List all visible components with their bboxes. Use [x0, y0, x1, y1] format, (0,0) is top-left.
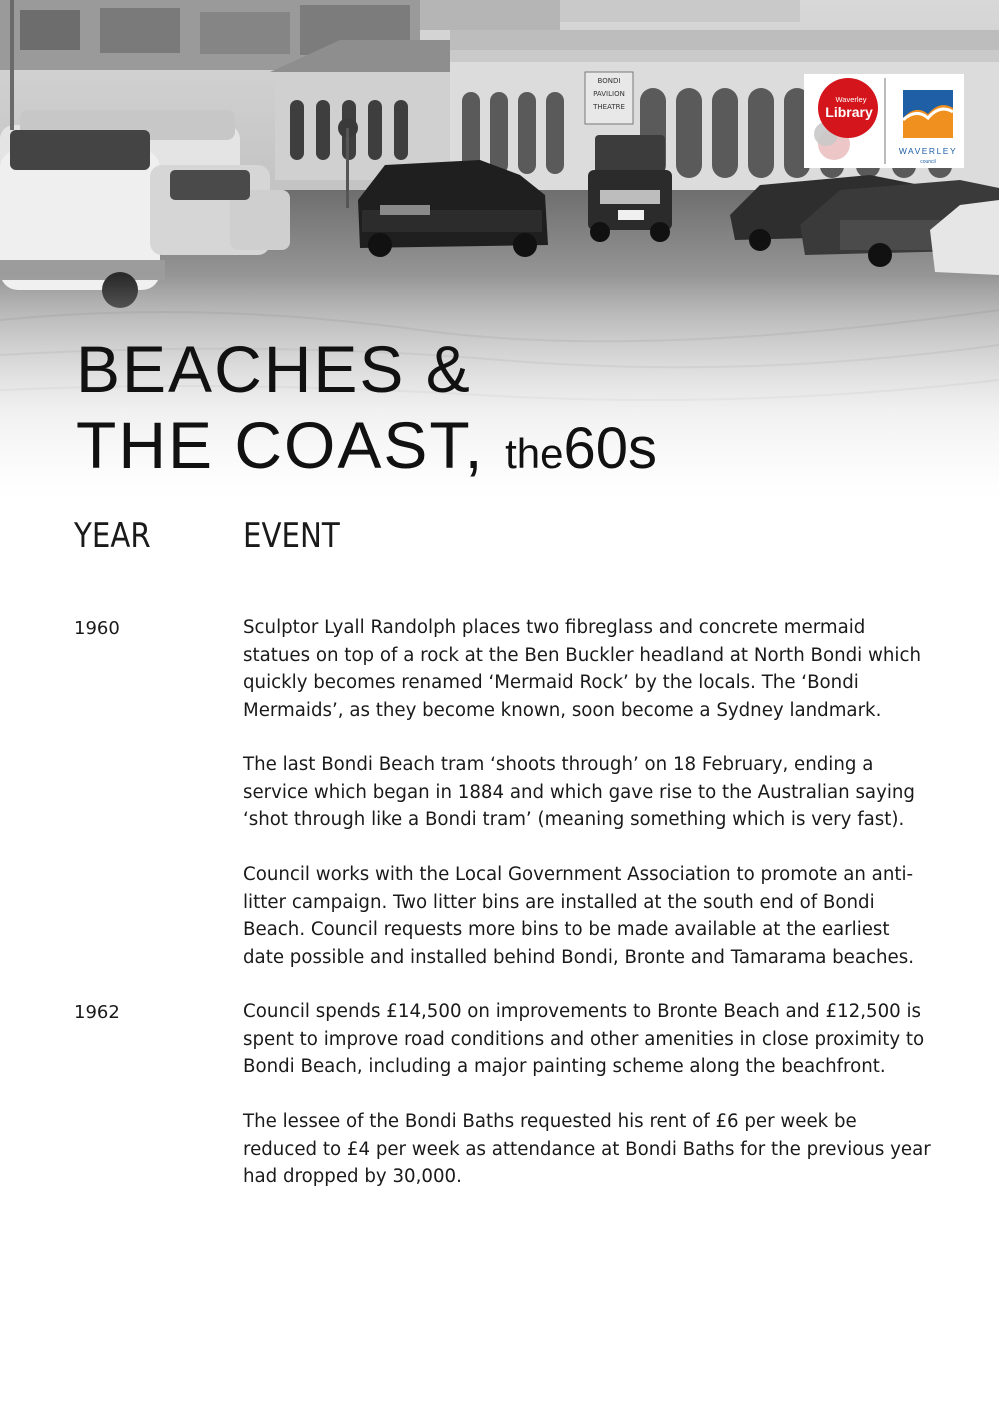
year-column-header: YEAR — [74, 516, 151, 556]
title-small-word: the — [505, 430, 564, 477]
title-line-1: BEACHES & — [76, 332, 472, 406]
council-logo-name: WAVERLEY — [898, 146, 958, 156]
library-logo-big-text: Library — [825, 104, 873, 120]
entry-1962-paragraph-2: The lessee of the Bondi Baths requested his rent of £6 per week be reduced to £4 per week as attendance at Bondi Baths for the previous year had dropped by 30,000. — [243, 1111, 931, 1187]
entry-year-1962: 1962 — [74, 1002, 120, 1023]
logo-panel — [804, 74, 964, 168]
entry-1960-paragraph-1: Sculptor Lyall Randolph places two fibreglass and concrete mermaid statues on top of a rock at the Ben Buckler headland at North Bondi which quickly becomes renamed ‘Mermaid Rock’ by the locals. The ‘Bondi Mermaids’, as they become known, soon become a Sydney landmark. — [243, 617, 921, 721]
entry-year-1960: 1960 — [74, 618, 120, 639]
waverley-library-logo — [814, 78, 878, 160]
entry-1960-paragraph-2: The last Bondi Beach tram ‘shoots through’ on 18 February, ending a service which began in 1884 and which gave rise to the Australian saying ‘shot through like a Bondi tram’ (meaning something which is very fast). — [243, 754, 915, 830]
entry-1960-paragraph-3: Council works with the Local Government Association to promote an anti-litter campaign. Two litter bins are installed at the south end of Bondi Beach. Council requests more bins to be made available at the earliest date possible and installed behind Bondi, Bronte and Tamarama beaches. — [243, 864, 914, 968]
title-decade: 60s — [563, 416, 657, 481]
entry-1962-paragraph-1: Council spends £14,500 on improvements to Bronte Beach and £12,500 is spent to improve road conditions and other amenities in close proximity to Bondi Beach, including a major painting scheme along the beachfront. — [243, 1001, 925, 1077]
council-logo-sub: council — [920, 159, 936, 165]
library-logo-small-text: Waverley — [835, 95, 867, 104]
page-title — [76, 332, 657, 482]
partner-logos — [804, 74, 964, 168]
event-column-header: EVENT — [243, 516, 340, 556]
title-line-2 — [76, 408, 657, 482]
title-line-2-main: THE COAST, — [76, 408, 485, 482]
waverley-council-logo — [899, 90, 957, 165]
